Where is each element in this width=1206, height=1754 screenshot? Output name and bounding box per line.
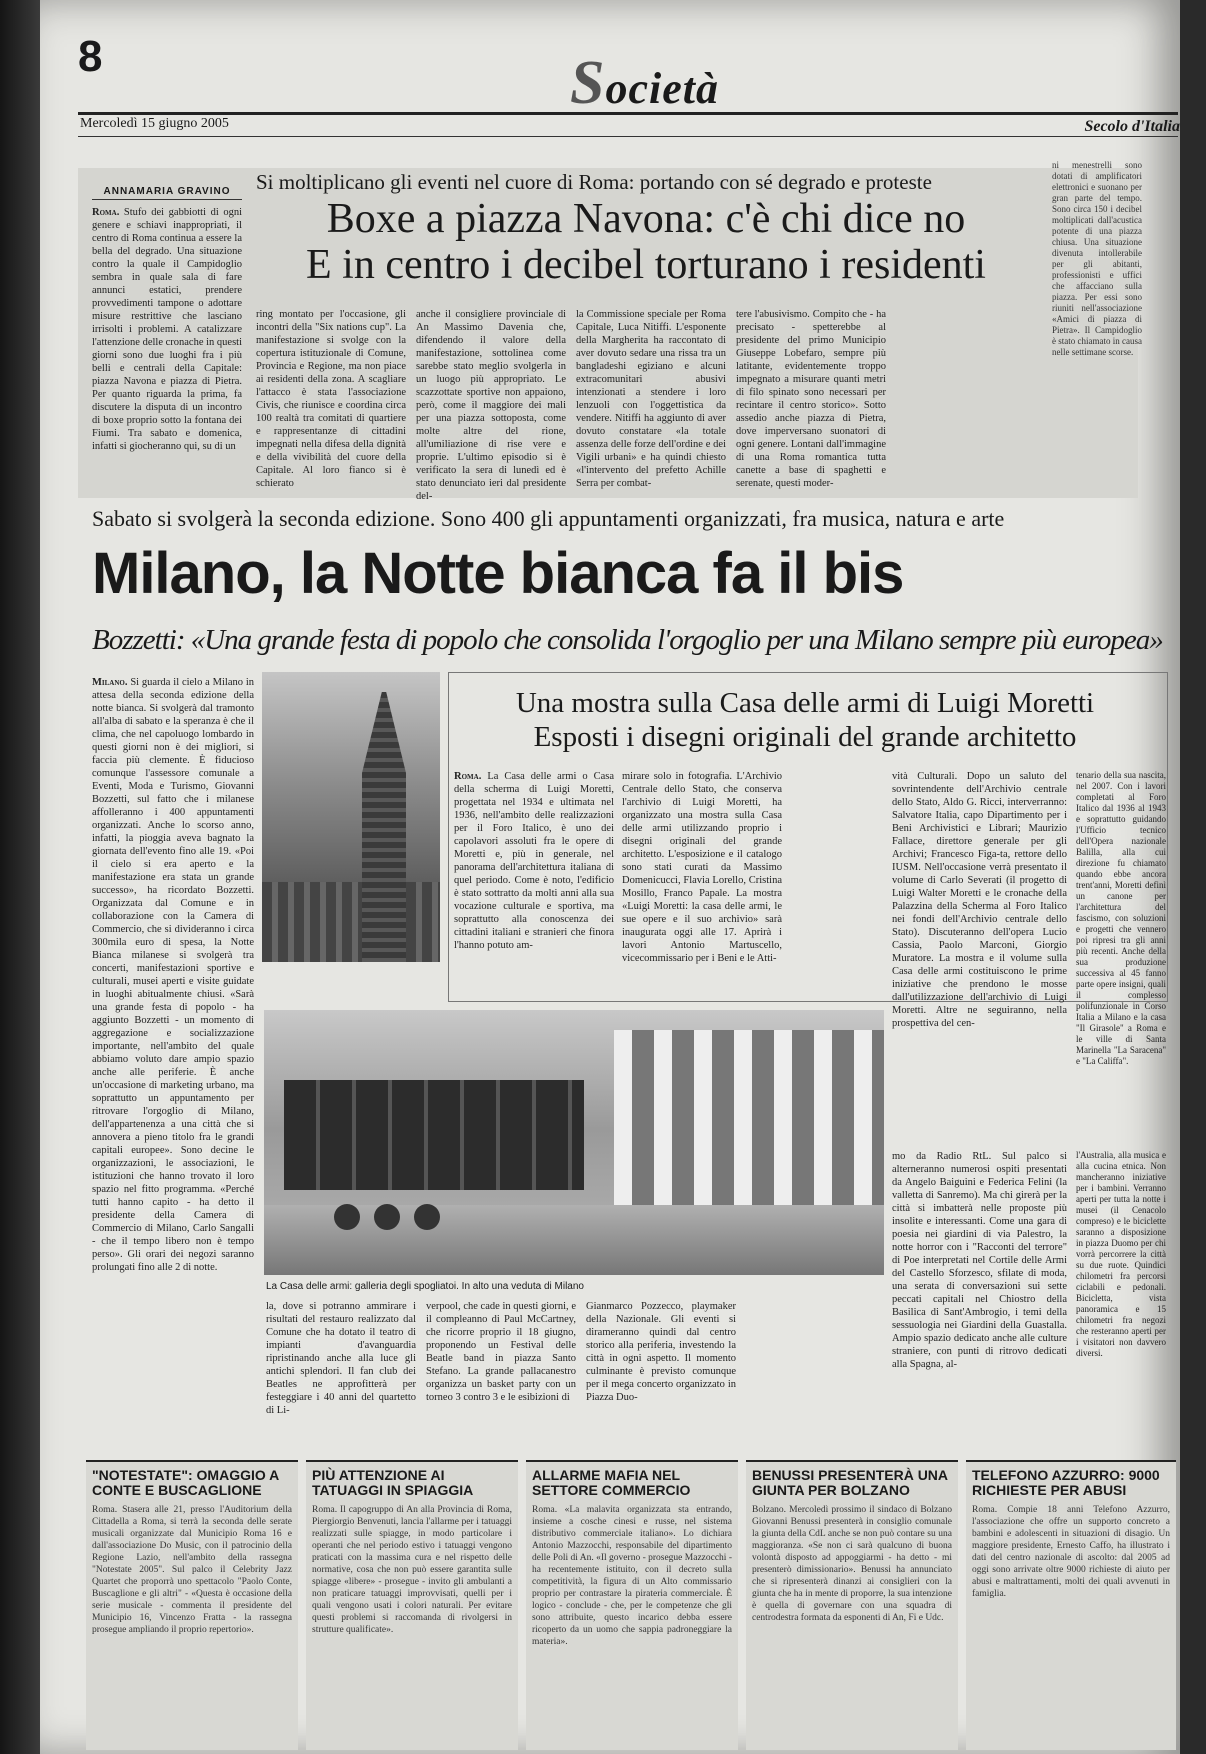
brief-box (966, 1460, 1176, 1750)
photo-caption: La Casa delle armi: galleria degli spogliatoi. In alto una veduta di Milano (266, 1281, 584, 1292)
brief-box (306, 1460, 518, 1750)
page-number: 8 (78, 32, 103, 81)
roma-headline (256, 196, 1036, 288)
mostra-column-2: mirare solo in fotografia. L'Archivio Centrale dello Stato, che conserva l'archivio di Luigi Moretti, ha organizzato una mostra sulla Casa delle armi utilizzando proprio i disegni originali del grande architetto. L'esposizione e il catalogo sono stati curati da Massimo Domenicucci, Flavia Lorello, Cristina Mosillo, Franco Papale. La mostra «Luigi Moretti: la casa delle armi, le sue opere e il suo archivio» sarà inaugurata oggi alle 17. Aprirà i lavori Antonio Martuscello, vicecommissario per i Beni e le Atti- (622, 771, 782, 964)
section-title-rest: ocietà (605, 64, 719, 113)
roma-dateline: Roma. (92, 207, 120, 218)
milano-column-1-text: Si guarda il cielo a Milano in attesa della seconda edizione della notte bianca. Si svolgerà dal tramonto all'alba di sabato e la speranza è che il clima, che nel capoluogo lombardo in questi giorni non è dei migliori, si faccia più clemente. È fiducioso comunque l'assessore comunale a Eventi, Moda e Turismo, Giovanni Bozzetti, sul fatto che i milanese affolleranno i 400 appuntamenti organizzati. Anche lo scorso anno, infatti, la pioggia aveva bagnato la giornata dell'evento fino alle 19. «Poi il cielo si era aperto e la manifestazione era stata un grande successo», ha ricordato Bozzetti. Organizzata dal Comune e in collaborazione con la Camera di Commercio, che si divideranno i circa 300mila euro di spesa, la Notte Bianca milanese si svolgerà tra concerti, manifestazioni sportive e culturali, musei aperti e visite guidate in luoghi abitualmente chiusi. «Sarà una grande festa di popolo - ha aggiunto Bozzetti - un momento di aggregazione e socializzazione importante, nell'ambito del quale abbiamo voluto dare ampio spazio anche alle periferie. È anche un'occasione di marketing urbano, ma soprattutto un appuntamento per ritrovare l'orgoglio di Milano, dell'appartenenza a una città che si annovera a pieno titolo fra le grandi capitali europee». Sono decine le organizzazioni, le associazioni, le istituzioni che hanno trovato il loro spazio nel fitto programma. «Perché tutti hanno capito - ha detto il presidente della Camera di Commercio di Milano, Carlo Sangalli - che il tempo libero non è tempo perso». Gli orari dei negozi saranno prolungati fino alle 2 di notte. (92, 677, 254, 1273)
gallery-stool (414, 1204, 440, 1230)
brief-dateline: Roma. (972, 1505, 998, 1515)
section-title (570, 48, 719, 119)
milano-quote: Bozzetti: «Una grande festa di popolo che consolida l'orgoglio per una Milano sempre più europea» (92, 624, 1163, 656)
brief-text (972, 1504, 1170, 1600)
section-title-initial: S (570, 49, 606, 117)
book-spine (0, 0, 40, 1754)
city-rooftops (262, 882, 440, 962)
brief-dateline: Bolzano. (752, 1505, 787, 1515)
mostra-column-3: vità Culturali. Dopo un saluto del sovrintendente dell'Archivio centrale dello Stato, Aldo G. Ricci, interverranno: Salvatore Italia, capo Dipartimento per i Beni Archivistici e Librari; Maurizio Fallace, direttore generale per gli Archivi; Francesco Figa-ta, rettore dello IUSM. Nell'occasione verrà presentato il volume di Carlo Severati (il progetto di Luigi Walter Moretti e le cronache della Palazzina della Scherma al Foro Italico nei fondi dell'Archivio centrale dello Stato). Discuteranno dell'opera Lucio Cassia, Paolo Marconi, Giorgio Muratore. La mostra e il volume sulla Casa delle armi costituiscono le prime iniziative che prendono le mosse dall'utilizzazione dell'archivio di Luigi Moretti. Altre ne seguiranno, nella prospettiva del cen- (892, 771, 1067, 1029)
milano-column-5: mo da Radio RtL. Sul palco si alterneranno numerosi ospiti presentati da Angelo Baiguini e Federica Felini (la valletta di Sanremo). Ma chi girerà per la città si imbatterà nelle proposte più insolite e interessanti. Come una gara di poesia nei giardini di via Palestro, la notte horror con i "Racconti del terrore" di Poe interpretati nel Cortile delle Armi del Castello Sforzesco, sfilate di moda, una serata di conversazioni sui sette peccati capitali nel Chiostro della Basilica di Sant'Ambrogio, i temi della sessuologia nei Giardini della Guastalla. Ampio spazio dedicato anche alle culture straniere, con punti di ritrovo dedicati alla Spagna, al- (892, 1151, 1067, 1370)
cathedral-spire (362, 692, 406, 962)
brief-title: ALLARME MAFIA NEL SETTORE COMMERCIO (532, 1467, 691, 1498)
brief-body: «La malavita organizzata sta entrando, insieme a cosche cinesi e russe, nel sistema distributivo commerciale italiano». Lo dichiara Antonio Mazzocchi, responsabile del dipartimento delle Poli di An. «Il governo - prosegue Mazzocchi - ha recentemente istituito, con il decreto sulla competitività, la figura di un Alto commissario proprio per contrastare la pirateria commerciale. È logico - conclude - che, per le competenze che gli sono attribuite, questo incarico debba essere ricoperto da un uomo che sappia padroneggiare la materia». (532, 1505, 733, 1647)
mostra-headline-line1: Una mostra sulla Casa delle armi di Luigi Moretti (515, 687, 1095, 719)
header-rule (78, 112, 1178, 115)
roma-headline-line2: E in centro i decibel torturano i residenti (306, 242, 986, 288)
roma-column-4: la Commissione speciale per Roma Capitale, Luca Nitiffi. L'esponente della Margherita ha raccontato di aver dovuto sedare una rissa tra un bangladeshi egiziano e alcuni extracomunitari abusivi intenzionati a stendere i loro lenzuoli con l'oggettistica da vendere. Nitiffi ha aggiunto di aver dovuto constatare «la totale assenza delle forze dell'ordine e dei Vigili urbani» e ha quindi chiesto «l'intervento del prefetto Achille Serra per combat- (576, 309, 726, 489)
casa-delle-armi-photo (264, 1010, 884, 1275)
milano-column-6: l'Australia, alla musica e alla cucina etnica. Non mancheranno iniziative per i bambini. Verranno aperti per tutta la notte i musei (il Cenacolo compreso) e le biciclette saranno a disposizione in piazza Duomo per chi vorrà percorrere la città su due ruote. Quindici chilometri fra percorsi ciclabili e pedonali. Bicicletta, vista panoramica e 15 chilometri fra negozi che resteranno aperti per i visitatori non davvero diversi. (1076, 1150, 1166, 1358)
brief-text (752, 1504, 952, 1624)
roma-byline: ANNAMARIA GRAVINO (92, 186, 242, 200)
brief-text (92, 1504, 292, 1636)
gallery-stool (334, 1204, 360, 1230)
mostra-headline-line2: Esposti i disegni originali del grande architetto (533, 721, 1077, 753)
brief-dateline: Roma. (92, 1505, 118, 1515)
milano-column-2: la, dove si potranno ammirare i risultati del restauro realizzato dal Comune che ha dotato il teatro di impianti d'avanguardia ripristinando anche alla luce gli antichi splendori. Il fan club dei Beatles ne approfitterà per festeggiare i 40 anni del quartetto di Li- (266, 1301, 416, 1416)
roma-kicker: Si moltiplicano gli eventi nel cuore di Roma: portando con sé degrado e proteste (256, 170, 932, 194)
roma-side-column: ni menestrelli sono dotati di amplificatori elettronici e suonano per gran parte del tempo. Sono circa 150 i decibel moltiplicati dall'acustica potente di una piazza chiusa. Una situazione divenuta intollerabile per gli abitanti, professionisti e uffici che affacciano sulla piazza. Per essi sono riuniti nell'associazione «Amici di piazza di Pietra». Il Campidoglio è stato chiamato in causa nelle settimane scorse. (1052, 160, 1142, 357)
brief-box (86, 1460, 298, 1750)
brief-text (312, 1504, 512, 1636)
roma-column-1-text: Stufo dei gabbiotti di ogni genere e schiavi inappropriati, il centro di Roma continua a essere la bella del degrado. Una situazione contro la quale il Campidoglio sembra in quale sala di fare annunci estatici, prendere provvedimenti tampone o adottare misure restrittive che lasciano irrisolti i problemi. A catalizzare l'attenzione delle cronache in questi giorni sono due luoghi fra i più belli e centrali della Capitale: piazza Navona e piazza di Pietra. Per quanto riguarda la prima, fa discutere la disputa di un incontro di boxe proprio sotto la fontana dei Fiumi. Tra sabato e domenica, infatti si giocheranno qui, su di un (92, 207, 243, 452)
newspaper-page (40, 0, 1180, 1754)
milano-dateline: Milano. (92, 677, 128, 688)
roma-column-1 (92, 206, 242, 486)
brief-body: Mercoledì prossimo il sindaco di Bolzano Giovanni Benussi presenterà in consiglio comunale la giunta della CdL anche se non può contare su una maggioranza. «Se non ci sarà qualcuno di buona volontà disposto ad appoggiarmi - ha detto - mi presenterò dimissionario». Benussi ha annunciato che si ripresenterà dinanzi ai consiglieri con la giunta che ha in mente di proporre, la sua intenzione è quella di governare con una squadra di centrodestra formata da esponenti di An, Fi e Udc. (752, 1505, 952, 1623)
brief-title: "NOTESTATE": OMAGGIO A CONTE E BUSCAGLIONE (92, 1467, 279, 1498)
gallery-lockers (284, 1080, 584, 1190)
milano-headline: Milano, la Notte bianca fa il bis (92, 541, 904, 606)
brief-body: Compie 18 anni Telefono Azzurro, l'associazione che offre un supporto concreto a bambini e adolescenti in situazioni di disagio. Un maggiore presidente, Ernesto Caffo, ha illustrato i dati del centro nazionale di ascolto: dal 2005 ad oggi sono arrivate oltre 9000 richieste di aiuto per abusi e maltrattamenti, molti dei quali avvenuti in famiglia. (972, 1505, 1170, 1599)
brief-title: PIÙ ATTENZIONE AI TATUAGGI IN SPIAGGIA (312, 1467, 474, 1498)
roma-column-2: ring montato per l'occasione, gli incontri della "Six nations cup". La manifestazione si svolge con la copertura istituzionale di Comune, Provincia e Regione, ma non piace ai residenti della zona. A scagliare l'attacco è stata l'associazione Civis, che riunisce e coordina circa 100 realtà tra comitati di quartiere e rappresentanze di cittadini impegnati nella difesa della dignità e della vivibilità del cuore della Capitale. Al loro fianco si è schierato (256, 309, 406, 489)
header-subrule (78, 136, 1178, 137)
milano-kicker: Sabato si svolgerà la seconda edizione. Sono 400 gli appuntamenti organizzati, fra musica, natura e arte (92, 506, 1005, 531)
roma-headline-line1: Boxe a piazza Navona: c'è chi dice no (326, 196, 966, 242)
gallery-stool (374, 1204, 400, 1230)
brief-dateline: Roma. (532, 1505, 558, 1515)
brief-body: Il capogruppo di An alla Provincia di Roma, Piergiorgio Benvenuti, lancia l'allarme per i tatuaggi realizzati sulle spiagge, in modo particolare i operanti che nel periodo estivo i tatuaggi vengono praticati con la massima cura e nel rispetto delle normative, cosa che non può essere garantita sulle spiagge «libere» - prosegue - invito gli ambulanti a non praticare tatuaggi improvvisati, quelli per i quali vengono usati i colori naturali. Per evitare questi problemi si raccomanda di rivolgersi in strutture qualificate». (312, 1505, 513, 1635)
issue-date: Mercoledì 15 giugno 2005 (80, 116, 229, 131)
mostra-column-1-text: La Casa delle armi o Casa della scherma di Luigi Moretti, progettata nel 1934 e ultimata nel 1936, nell'ambito delle realizzazioni per il Foro Italico, è uno dei capolavori assoluti fra le opere di Moretti e, più in generale, nel panorama dell'architettura italiana di quel periodo. Come è noto, l'edificio è stato sottratto da molti anni alla sua vocazione culturale e sportiva, ma soprattutto alla conoscenza dei cittadini italiani e stranieri che finora l'hanno potuto am- (454, 771, 615, 951)
roma-column-3: anche il consigliere provinciale di An Massimo Davenia che, difendendo il valore della manifestazione, sottolinea come sarebbe stato meglio svolgerla in un luogo più appropriato. Le scazzottate sportive non appaiono, però, come il maggiore dei mali per una piazza sottoposta, come molte altre del rione, all'umiliazione di rise vere e proprie. L'ultimo episodio si è verificato la sera di lunedì ed è stato denunciato ieri dal presidente del- (416, 309, 566, 502)
mostra-column-4: tenario della sua nascita, nel 2007. Con i lavori completati al Foro Italico dal 1936 al 1943 e soprattutto guidando l'Ufficio tecnico dell'Opera nazionale Balilla, alla cui direzione fu chiamato quando ebbe ancora trent'anni, Moretti definì un canone per l'architettura del fascismo, con soluzioni e progetti che vennero poi ripresi tra gli anni più recenti. Anche della sua produzione successiva al 45 fanno parte opere insigni, quali il complesso polifunzionale in Corso Italia a Milano e la casa "Il Girasole" a Roma e le ville di Santa Marinella "La Saracena" e "La Califfa". (1076, 770, 1166, 1066)
brief-box (746, 1460, 958, 1750)
brief-title: TELEFONO AZZURRO: 9000 RICHIESTE PER ABUSI (972, 1467, 1160, 1498)
milano-column-3: verpool, che cade in questi giorni, e il compleanno di Paul McCartney, che ricorre proprio il 18 giugno, proponendo un Festival delle Beatle band in piazza Santo Stefano. La grande pallacanestro organizza un basket party con un torneo 3 contro 3 e le esibizioni di (426, 1301, 576, 1403)
milan-cathedral-photo (262, 672, 440, 962)
mostra-headline (450, 686, 1160, 754)
milano-column-1 (92, 676, 254, 1446)
roma-column-5: tere l'abusivismo. Compito che - ha precisato - spetterebbe al presidente del primo Municipio Giuseppe Lobefaro, sempre più latitante, evidentemente troppo impegnato a misurare quanti metri di filo spinato sono necessari per recintare il centro storico». Sotto assedio anche piazza di Pietra, dove imperversano suonatori di ogni genere. Lontani dall'immagine di una Roma romantica tutta canette a base di spaghetti e serenate, questi moder- (736, 309, 886, 489)
mostra-dateline: Roma. (454, 771, 482, 782)
brief-text (532, 1504, 732, 1648)
brief-dateline: Roma. (312, 1505, 338, 1515)
brief-box (526, 1460, 738, 1750)
brief-body: Stasera alle 21, presso l'Auditorium della Cittadella a Roma, si terrà la seconda delle serate musicali organizzate dal Municipio Roma 16 e dall'associazione Do Music, con il patrocinio della Regione Lazio, nell'ambito della rassegna "Notestate 2005". Sul palco il Celebrity Jazz Quartet che proporrà uno spettacolo "Paolo Conte, Buscaglione e gli altri" - «Questa è occasione della serie musicale - commenta il presidente del Municipio 16, Vincenzo Fratta - la rassegna prosegue ampliando il proprio repertorio». (92, 1505, 292, 1635)
newspaper-brand: Secolo d'Italia (1084, 118, 1180, 135)
brief-title: BENUSSI PRESENTERÀ UNA GIUNTA PER BOLZANO (752, 1467, 948, 1498)
mostra-column-1 (454, 770, 614, 995)
milano-column-4: Gianmarco Pozzecco, playmaker della Nazionale. Gli eventi si dirameranno quindi dal centro storico alla periferia, investendo la città in ogni aspetto. Il momento culminante è previsto comunque per il mega concerto organizzato in Piazza Duo- (586, 1301, 736, 1403)
